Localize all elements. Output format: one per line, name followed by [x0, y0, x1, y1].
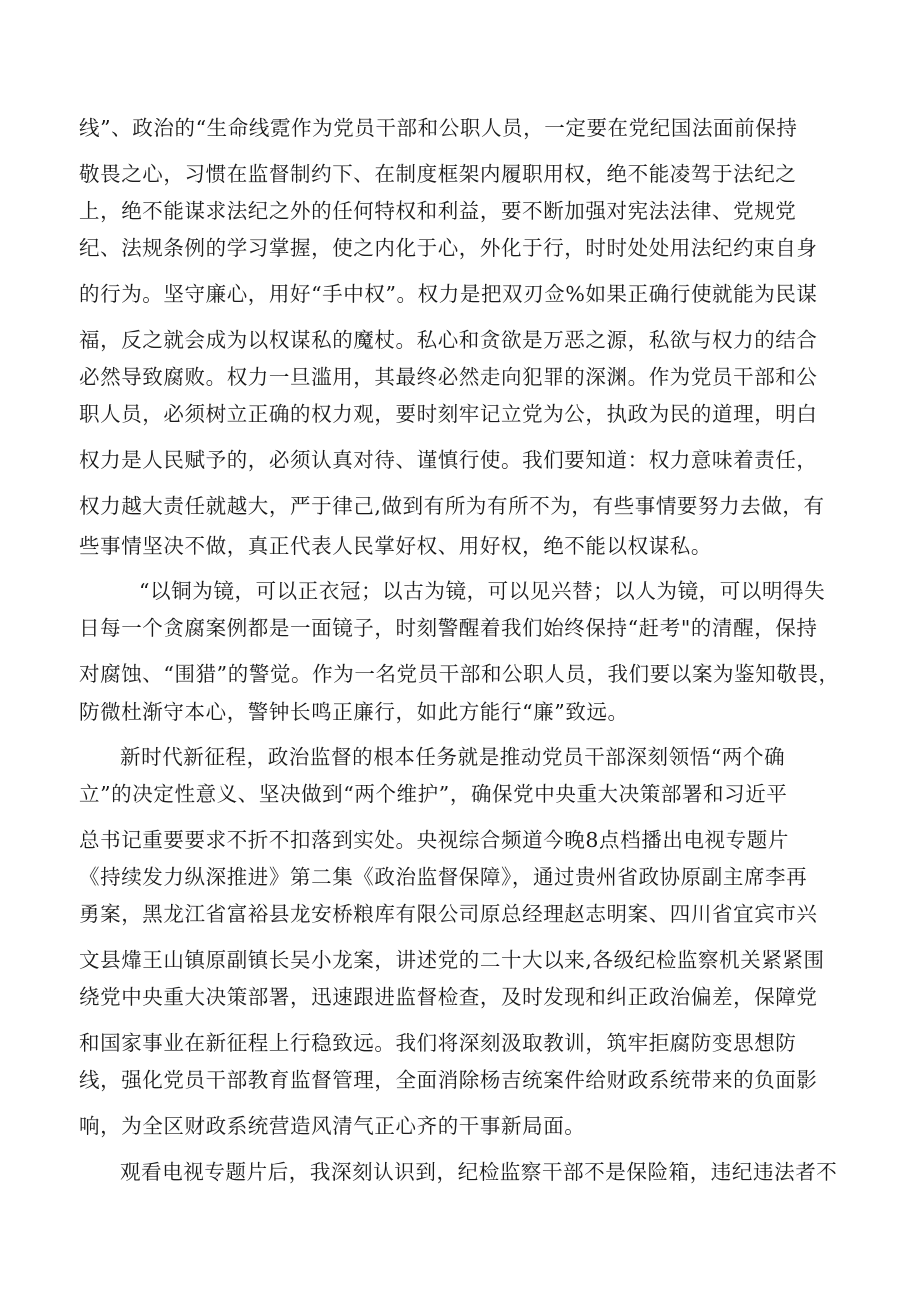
text-line: 总书记重要要求不折不扣落到实处。央视综合频道今晚8点档播出电视专题片	[79, 828, 789, 852]
text-line: 日每一个贪腐案例都是一面镜子，时刻警醒着我们始终保持“赶考"的清醒，保持	[79, 616, 818, 640]
text-line: 新时代新征程，政治监督的根本任务就是推动党员干部深刻领悟“两个确	[120, 745, 786, 769]
text-line: 必然导致腐败。权力一旦滥用，其最终必然走向犯罪的深渊。作为党员干部和公	[79, 365, 818, 389]
text-line: 《持续发力纵深推进》第二集《政治监督保障》，通过贵州省政协原副主席李再	[79, 865, 808, 889]
text-line: 对腐蚀、“围猎”的警觉。作为一名党员干部和公职人员，我们要以案为鉴知敬畏，	[79, 662, 840, 686]
text-line: 线”、政治的“生命线霓作为党员干部和公职人员，一定要在党纪国法面前保持	[79, 116, 798, 140]
text-line: 福，反之就会成为以权谋私的魔杖。私心和贪欲是万恶之源，私欲与权力的结合	[79, 328, 818, 352]
text-line: 立”的决定性意义、坚决做到“两个维护”，确保党中央重大决策部署和习近平	[79, 782, 788, 806]
text-line: 线，强化党员干部教育监督管理，全面消除杨吉统案件给财政系统带来的负面影	[79, 1068, 818, 1092]
text-line: 些事情坚决不做，真正代表人民掌好权、用好权，绝不能以权谋私。	[79, 534, 712, 558]
text-line: 防微杜渐守本心，警钟长鸣正廉行，如此方能行“廉”致远。	[79, 700, 629, 724]
text-line: 和国家事业在新征程上行稳致远。我们将深刻汲取教训，筑牢拒腐防变思想防	[79, 1031, 797, 1055]
text-line: 响，为全区财政系统营造风清气正心齐的干事新局面。	[79, 1114, 586, 1138]
text-line: 观看电视专题片后，我深刻认识到，纪检监察干部不是保险箱，违纪违法者不	[120, 1160, 838, 1184]
text-line: 绕党中央重大决策部署，迅速跟进监督检查，及时发现和纠正政治偏差，保障党	[79, 985, 818, 1009]
text-line: 文县㸆王山镇原副镇长吴小龙案，讲述党的二十大以来,各级纪检监察机关紧紧围	[79, 948, 825, 972]
text-line: 纪、法规条例的学习掌握，使之内化于心，外化于行，时时处处用法纪约束自身	[79, 236, 818, 260]
text-line: 上，绝不能谋求法纪之外的任何特权和利益，要不断加强对宪法法律、党规党	[79, 199, 797, 223]
text-line: 权力越大责任就越大，严于律己,做到有所为有所不为，有些事情要努力去做，有	[79, 494, 825, 518]
text-line: 敬畏之心，习惯在监督制约下、在制度框架内履职用权，绝不能凌驾于法纪之	[79, 162, 797, 186]
text-line: 职人员，必须树立正确的权力观，要时刻牢记立党为公，执政为民的道理，明白	[79, 402, 818, 426]
text-line: “以铜为镜，可以正衣冠；以古为镜，可以见兴替；以人为镜，可以明得失	[139, 579, 826, 603]
text-line: 权力是人民赋予的，必须认真对待、谨慎行使。我们要知道：权力意味着责任，	[79, 448, 818, 472]
text-line: 的行为。坚守廉心，用好“手中权”。权力是把双刃佥%如果正确行使就能为民谋	[79, 282, 818, 306]
text-line: 勇案，黑龙江省富裕县龙安桥粮库有限公司原总经理赵志明案、四川省宜宾市兴	[79, 902, 818, 926]
